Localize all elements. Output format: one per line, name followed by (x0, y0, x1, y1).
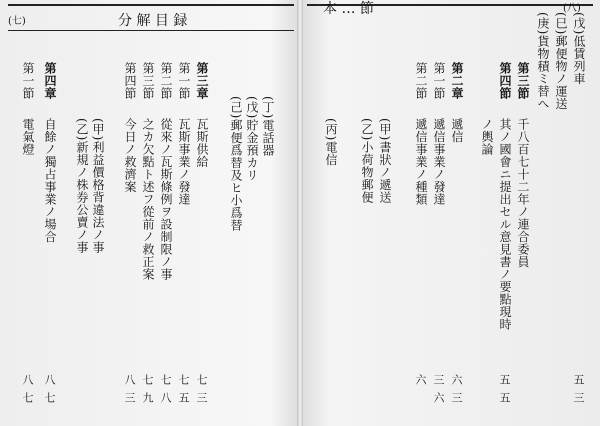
toc-page-ref: 八 (159, 392, 172, 403)
toc-page-ref: 八 (123, 374, 136, 385)
toc-page-ref: 六 (432, 392, 445, 403)
toc-page-ref: 三 (195, 392, 208, 403)
toc-entry: 其ノ國會ニ提出セル意見書ノ要點現時 (498, 118, 512, 331)
toc-subentry: (甲)利益價格背違法ノ事 (91, 118, 105, 254)
toc-subentry: (甲)書狀ノ遞送 (378, 118, 392, 204)
toc-page-ref: 六 (450, 374, 463, 385)
toc-page-ref: 三 (450, 392, 463, 403)
toc-entry: 從來ノ瓦斯條例ヲ設制限ノ事 (159, 118, 173, 281)
toc-entry: 千八百七十二年ノ連合委員 (516, 118, 530, 268)
toc-entry: 瓦斯事業ノ發達 (177, 118, 191, 206)
toc-page-ref: 五 (498, 374, 511, 385)
toc-entry: ノ輿論 (480, 118, 494, 156)
toc-entry: 電氣燈 (21, 118, 35, 156)
toc-page-ref: 八 (21, 374, 34, 385)
toc-subentry: (庚)貨物積ミ替へ (536, 12, 550, 110)
toc-page-ref: 六 (414, 374, 427, 385)
toc-entry: 遞信 (450, 118, 464, 143)
right-page (303, 0, 600, 426)
toc-entry: 第四節 (123, 62, 137, 100)
page-number: (七) (8, 16, 26, 27)
toc-entry: 之カ欠點ト述フ從前ノ救正案 (141, 118, 155, 281)
toc-page-ref: 七 (177, 374, 190, 385)
toc-subentry: (乙)小荷物郵便 (360, 118, 374, 204)
toc-subentry: (丁)電話器 (261, 96, 275, 157)
toc-entry: 第一節 (177, 62, 191, 100)
toc-page-ref: 五 (572, 374, 585, 385)
toc-entry: 第四章 (43, 62, 57, 100)
toc-entry: 第一節 (21, 62, 35, 100)
toc-subentry: (乙)新規ノ株券公賣ノ事 (75, 118, 89, 254)
toc-subentry: (巳)郵便物ノ運送 (554, 12, 568, 110)
toc-page-ref: 五 (177, 392, 190, 403)
toc-entry: 第四節 (498, 62, 512, 100)
toc-entry: 瓦斯供給 (195, 118, 209, 168)
toc-entry: 遞信事業ノ發達 (432, 118, 446, 206)
toc-entry: 今日ノ救濟案 (123, 118, 137, 193)
toc-subentry: (丙)電信 (324, 118, 338, 166)
toc-page-ref: 八 (43, 374, 56, 385)
left-page (0, 0, 297, 426)
toc-entry: 第一節 (432, 62, 446, 100)
toc-subentry: (己)郵便爲替及ヒ小爲替 (229, 96, 243, 232)
toc-page-ref: 三 (123, 392, 136, 403)
toc-entry: 第三節 (141, 62, 155, 100)
toc-subentry: (戊)貯金預カリ (245, 96, 259, 182)
toc-page-ref: 七 (141, 374, 154, 385)
header-rule (8, 30, 294, 31)
running-title: 分 解 目 録 (118, 13, 188, 29)
top-rule (8, 4, 294, 6)
toc-subentry: (戊)低賃列車 (572, 12, 586, 85)
toc-entry: 第三章 (195, 62, 209, 100)
toc-page-ref: 三 (432, 374, 445, 385)
toc-page-ref: 九 (141, 392, 154, 403)
toc-page-ref: 七 (195, 374, 208, 385)
toc-page-ref: 七 (21, 392, 34, 403)
toc-page-ref: 三 (572, 392, 585, 403)
toc-entry: 第三節 (516, 62, 530, 100)
toc-entry: 第二章 (450, 62, 464, 100)
toc-entry: 自餘ノ獨占事業ノ場合 (43, 118, 57, 243)
toc-page-ref: 七 (43, 392, 56, 403)
toc-page-ref: 七 (159, 374, 172, 385)
running-title: 本 … 節 (323, 1, 374, 17)
page-number: (八) (563, 3, 581, 14)
toc-entry: 第二節 (159, 62, 173, 100)
toc-page-ref: 五 (498, 392, 511, 403)
toc-entry: 遞信事業ノ種類 (414, 118, 428, 206)
toc-entry: 第二節 (414, 62, 428, 100)
